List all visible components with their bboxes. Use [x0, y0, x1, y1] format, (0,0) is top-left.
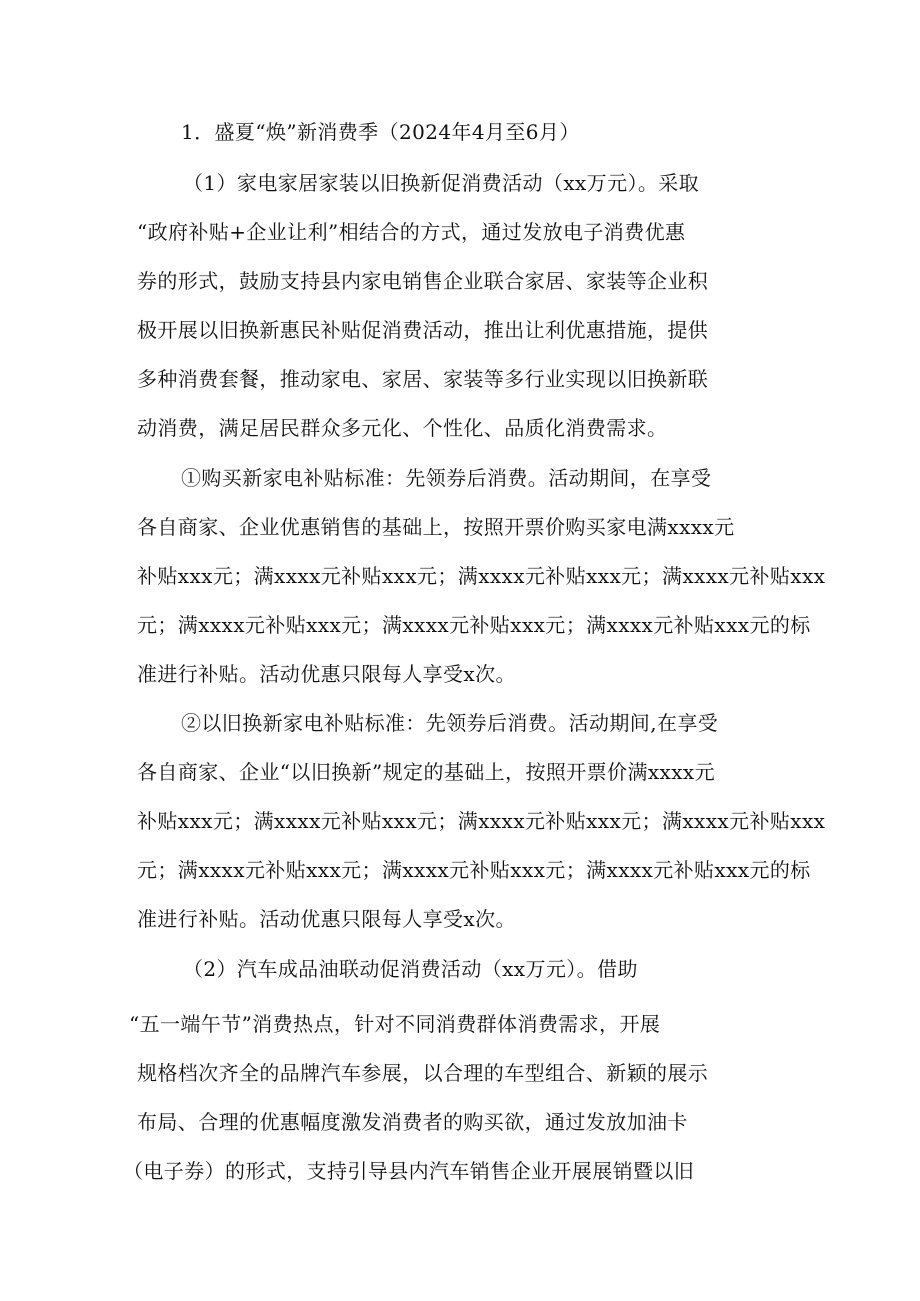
paragraph-line: 元；满xxxx元补贴xxx元；满xxxx元补贴xxx元；满xxxx元补贴xxx元的标	[137, 858, 811, 882]
paragraph-line: 多种消费套餐，推动家电、家居、家装等多行业实现以旧换新联	[137, 367, 709, 391]
paragraph-line: 准进行补贴。活动优惠只限每人享受x次。	[137, 907, 516, 931]
paragraph-line: 准进行补贴。活动优惠只限每人享受x次。	[137, 662, 516, 686]
paragraph-line: “五一端午节”消费热点，针对不同消费群体消费需求，开展	[129, 1012, 661, 1036]
paragraph-line: 各自商家、企业优惠销售的基础上，按照开票价购买家电满xxxx元	[137, 515, 735, 539]
paragraph-line: 补贴xxx元；满xxxx元补贴xxx元；满xxxx元补贴xxx元；满xxxx元补贴xxx	[137, 564, 826, 588]
paragraph-line: （1）家电家居家装以旧换新促消费活动（xx万元）。采取	[183, 171, 700, 195]
paragraph-line: 券的形式，鼓励支持县内家电销售企业联合家居、家装等企业积	[137, 269, 709, 293]
paragraph-line: 极开展以旧换新惠民补贴促消费活动，推出让利优惠措施，提供	[137, 318, 709, 342]
paragraph-line: 补贴xxx元；满xxxx元补贴xxx元；满xxxx元补贴xxx元；满xxxx元补贴xxx	[137, 809, 826, 833]
paragraph-line: （电子券）的形式，支持引导县内汽车销售企业开展展销暨以旧	[123, 1159, 695, 1183]
paragraph-line: “政府补贴+企业让利”相结合的方式，通过发放电子消费优惠	[137, 220, 686, 244]
paragraph-line: 规格档次齐全的品牌汽车参展，以合理的车型组合、新颖的展示	[137, 1061, 709, 1085]
paragraph-line: 动消费，满足居民群众多元化、个性化、品质化消费需求。	[137, 416, 668, 440]
paragraph-line: （2）汽车成品油联动促消费活动（xx万元）。借助	[183, 957, 638, 981]
paragraph-line: ①购买新家电补贴标准：先领券后消费。活动期间，在享受	[181, 466, 712, 490]
paragraph-line: ②以旧换新家电补贴标准：先领券后消费。活动期间,在享受	[181, 711, 719, 735]
paragraph-line: 各自商家、企业“以旧换新”规定的基础上，按照开票价满xxxx元	[137, 760, 715, 784]
paragraph-line: 布局、合理的优惠幅度激发消费者的购买欲，通过发放加油卡	[137, 1110, 688, 1134]
section-heading: 1．盛夏“焕”新消费季（2024年4月至6月）	[181, 120, 580, 144]
paragraph-line: 元；满xxxx元补贴xxx元；满xxxx元补贴xxx元；满xxxx元补贴xxx元的标	[137, 613, 811, 637]
